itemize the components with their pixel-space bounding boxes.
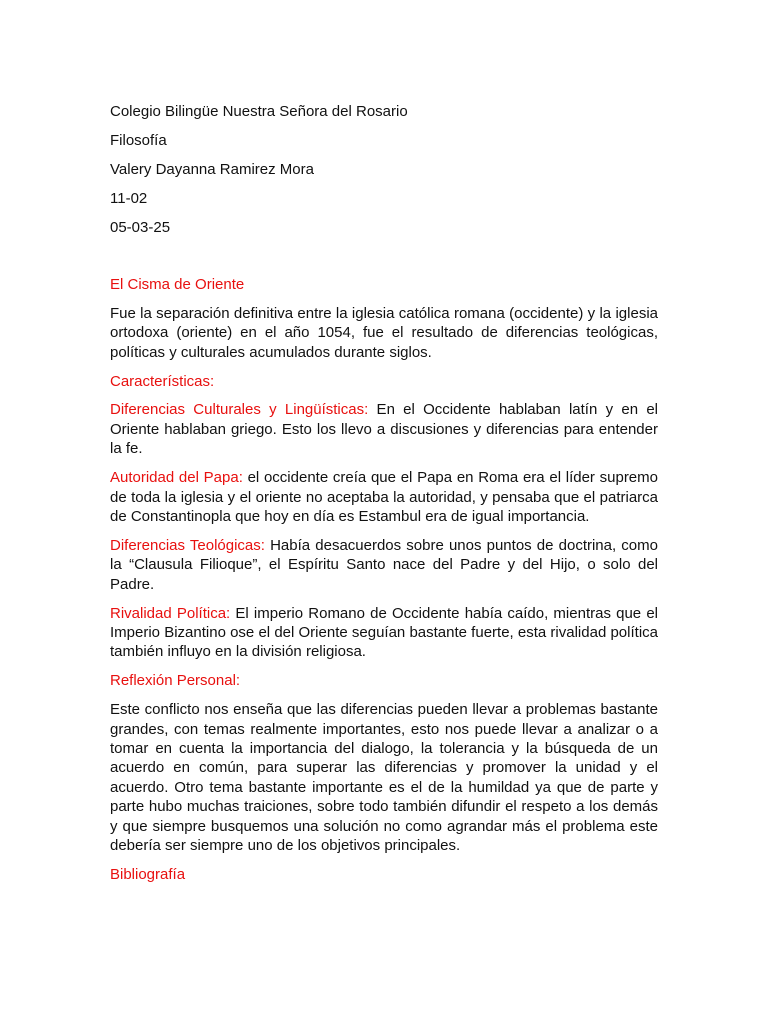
spacer xyxy=(110,247,658,275)
bibliography-heading: Bibliografía xyxy=(110,865,186,883)
characteristic-label: Rivalidad Política: xyxy=(110,604,231,622)
reflection-paragraph: Este conflicto nos enseña que las diferencias pueden llevar a problemas bastante grandes, con temas realmente importantes, esto nos puede llevar a analizar o a tomar en cuenta la importancia del dialogo, la tolerancia y la búsqueda de un acuerdo en común, para superar las diferencias y promover la unidad y el acuerdo. Otro tema bastante importante es el de la humildad ya que de parte y parte hubo muchas traiciones, sobre todo también difundir el respeto a los demás y que siempre busquemos una solución no como agrandar más el problema este debería ser siempre uno de los objetivos principales. xyxy=(110,701,658,855)
characteristic-text: el occidente creía que el Papa en Roma era el líder supremo de toda la iglesia y el oriente no aceptaba la autoridad, y pensaba que el patriarca de Constantinopla que hoy en día es Estambul era de igual importancia. xyxy=(110,469,658,525)
characteristic-text: El imperio Romano de Occidente había caído, mientras que el Imperio Bizantino ose el del Oriente seguían bastante fuerte, esta rivalidad política también influyo en la división religiosa. xyxy=(110,604,658,661)
school-name: Colegio Bilingüe Nuestra Señora del Rosario xyxy=(110,103,408,120)
document-page xyxy=(110,102,658,894)
characteristic-political xyxy=(110,604,658,662)
grade: 11-02 xyxy=(110,189,148,207)
characteristic-text: En el Occidente hablaban latín y en el Oriente hablaban griego. Esto los llevo a discusiones y diferencias para entender la fe. xyxy=(110,401,658,458)
characteristics-heading: Características: xyxy=(110,372,215,390)
characteristic-label: Diferencias Teológicas: xyxy=(110,536,265,554)
intro-paragraph: Fue la separación definitiva entre la iglesia católica romana (occidente) y la iglesia ortodoxa (oriente) en el año 1054, fue el resultado de diferencias teológicas, políticas y culturales acumulados durante siglos. xyxy=(110,304,658,361)
characteristic-text: Había desacuerdos sobre unos puntos de doctrina, como la “Clausula Filioque”, el Espíritu Santo nace del Padre y del Hijo, o solo del Padre. xyxy=(110,536,658,593)
characteristic-label: Diferencias Culturales y Lingüísticas: xyxy=(110,401,369,419)
subject-name: Filosofía xyxy=(110,131,167,149)
student-name: Valery Dayanna Ramirez Mora xyxy=(110,160,314,178)
date: 05-03-25 xyxy=(110,218,171,236)
document-title: El Cisma de Oriente xyxy=(110,275,245,293)
characteristic-papal-authority xyxy=(110,468,658,526)
characteristic-cultural xyxy=(110,400,658,458)
characteristic-label: Autoridad del Papa: xyxy=(110,469,243,487)
characteristic-theological xyxy=(110,536,658,594)
reflection-heading: Reflexión Personal: xyxy=(110,672,241,690)
